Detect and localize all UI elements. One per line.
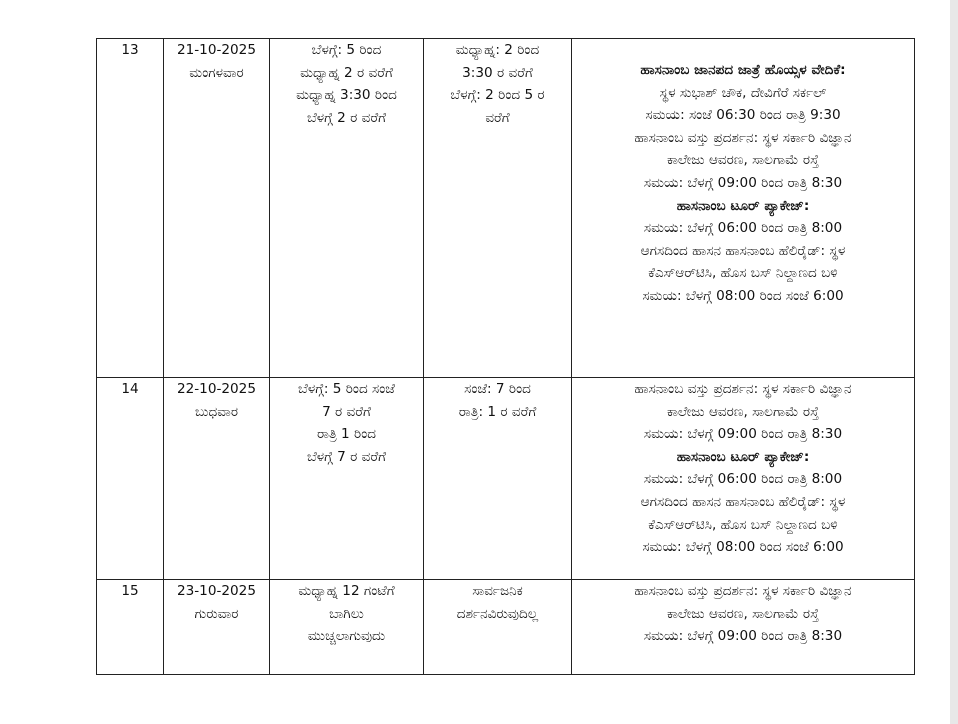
open-time-line: ಬೆಳಗ್ಗೆ: 5 ರಿಂದ bbox=[311, 42, 382, 58]
close-time-line: ಸಂಜೆ: 7 ರಿಂದ bbox=[464, 381, 531, 397]
table-row bbox=[97, 378, 915, 580]
event-line: ಹಾಸನಾಂಬ ಟೂರ್ ಪ್ಯಾಕೇಜ್: bbox=[676, 448, 810, 465]
row-number: 14 bbox=[97, 378, 164, 580]
event-line: ಹಾಸನಾಂಬ ವಸ್ತು ಪ್ರದರ್ಶನ: ಸ್ಥಳ ಸರ್ಕಾರಿ ವಿಜ್ಞಾನ bbox=[634, 129, 852, 146]
events-list bbox=[576, 580, 910, 648]
event-line: ಸಮಯ: ಬೆಳಗ್ಗೆ 09:00 ರಿಂದ ರಾತ್ರಿ 8:30 bbox=[643, 174, 843, 191]
events-list bbox=[576, 378, 910, 559]
event-line: ಕಾಲೇಜು ಆವರಣ, ಸಾಲಗಾಮೆ ರಸ್ತೆ bbox=[666, 403, 819, 420]
event-line: ಸಮಯ: ಬೆಳಗ್ಗೆ 09:00 ರಿಂದ ರಾತ್ರಿ 8:30 bbox=[643, 628, 843, 645]
event-line: ಕೆಎಸ್ಆರ್‌ಟಿಸಿ, ಹೊಸ ಬಸ್ ನಿಲ್ದಾಣದ ಬಳಿ bbox=[648, 516, 838, 533]
schedule-table bbox=[96, 38, 915, 675]
date-cell bbox=[164, 378, 270, 580]
event-line: ಕಾಲೇಜು ಆವರಣ, ಸಾಲಗಾಮೆ ರಸ್ತೆ bbox=[666, 152, 819, 169]
event-line: ಆಗಸದಿಂದ ಹಾಸನ ಹಾಸನಾಂಬ ಹೆಲಿರೈಡ್: ಸ್ಥಳ bbox=[640, 242, 846, 259]
schedule-body bbox=[97, 39, 915, 675]
weekday: ಬುಧವಾರ bbox=[194, 403, 239, 420]
open-time-line: ಬೆಳಗ್ಗೆ 2 ರ ವರೆಗೆ bbox=[306, 109, 387, 126]
open-time-line: ಮಧ್ಯಾಹ್ನ 12 ಗಂಟೆಗೆ bbox=[298, 583, 395, 599]
close-time-line: ರಾತ್ರಿ: 1 ರ ವರೆಗೆ bbox=[458, 403, 537, 420]
close-time-line: ವರೆಗೆ bbox=[485, 109, 510, 126]
open-times-cell bbox=[270, 39, 424, 378]
open-time-line: ಮಧ್ಯಾಹ್ನ 2 ರ ವರೆಗೆ bbox=[300, 64, 393, 81]
event-line: ಹಾಸನಾಂಬ ಜಾನಪದ ಜಾತ್ರೆ ಹೊಯ್ಸಳ ವೇದಿಕೆ: bbox=[640, 62, 846, 78]
date: 23-10-2025 bbox=[176, 583, 256, 599]
close-time-line: ಸಾರ್ವಜನಿಕ bbox=[472, 583, 523, 599]
date: 22-10-2025 bbox=[176, 381, 256, 397]
open-time-line: ಬಾಗಿಲು bbox=[329, 605, 364, 622]
page-edge bbox=[950, 0, 958, 724]
event-line: ಸಮಯ: ಬೆಳಗ್ಗೆ 06:00 ರಿಂದ ರಾತ್ರಿ 8:00 bbox=[643, 220, 843, 237]
close-time-line: 3:30 ರ ವರೆಗೆ bbox=[462, 64, 533, 81]
close-time-line: ಮಧ್ಯಾಹ್ನ: 2 ರಿಂದ bbox=[455, 42, 540, 58]
events-cell bbox=[572, 378, 915, 580]
event-line: ಕಾಲೇಜು ಆವರಣ, ಸಾಲಗಾಮೆ ರಸ್ತೆ bbox=[666, 605, 819, 622]
close-times-cell bbox=[424, 580, 572, 675]
events-cell bbox=[572, 39, 915, 378]
event-line: ಆಗಸದಿಂದ ಹಾಸನ ಹಾಸನಾಂಬ ಹೆಲಿರೈಡ್: ಸ್ಥಳ bbox=[640, 493, 846, 510]
date-cell bbox=[164, 39, 270, 378]
event-line: ಕೆಎಸ್ಆರ್‌ಟಿಸಿ, ಹೊಸ ಬಸ್ ನಿಲ್ದಾಣದ ಬಳಿ bbox=[648, 265, 838, 282]
open-times-cell bbox=[270, 580, 424, 675]
close-times-cell bbox=[424, 39, 572, 378]
open-time-line: 7 ರ ವರೆಗೆ bbox=[322, 403, 371, 420]
event-line: ಸಮಯ: ಬೆಳಗ್ಗೆ 06:00 ರಿಂದ ರಾತ್ರಿ 8:00 bbox=[643, 471, 843, 488]
open-time-line: ಮುಚ್ಚಲಾಗುವುದು bbox=[307, 628, 386, 645]
open-time-line: ಬೆಳಗ್ಗೆ: 5 ರಿಂದ ಸಂಜೆ bbox=[298, 381, 395, 397]
table-row bbox=[97, 580, 915, 675]
open-time-line: ಮಧ್ಯಾಹ್ನ 3:30 ರಿಂದ bbox=[296, 87, 397, 104]
event-line: ಸಮಯ: ಬೆಳಗ್ಗೆ 08:00 ರಿಂದ ಸಂಜೆ 6:00 bbox=[642, 539, 844, 556]
event-line: ಸಮಯ: ಬೆಳಗ್ಗೆ 09:00 ರಿಂದ ರಾತ್ರಿ 8:30 bbox=[643, 426, 843, 443]
weekday: ಗುರುವಾರ bbox=[194, 605, 239, 622]
event-line: ಹಾಸನಾಂಬ ವಸ್ತು ಪ್ರದರ್ಶನ: ಸ್ಥಳ ಸರ್ಕಾರಿ ವಿಜ್ಞಾನ bbox=[634, 381, 852, 397]
events-list bbox=[576, 39, 910, 308]
open-time-line: ರಾತ್ರಿ 1 ರಿಂದ bbox=[316, 426, 377, 443]
event-line: ಸಮಯ: ಸಂಜೆ 06:30 ರಿಂದ ರಾತ್ರಿ 9:30 bbox=[645, 107, 841, 124]
date-cell bbox=[164, 580, 270, 675]
event-line: ಸ್ಥಳ ಸುಭಾಶ್ ಚೌಕ, ದೇವಿಗೆರೆ ಸರ್ಕಲ್ bbox=[659, 84, 827, 101]
open-times-cell bbox=[270, 378, 424, 580]
open-time-line: ಬೆಳಗ್ಗೆ 7 ರ ವರೆಗೆ bbox=[306, 448, 387, 465]
table-row bbox=[97, 39, 915, 378]
events-cell bbox=[572, 580, 915, 675]
row-number: 13 bbox=[97, 39, 164, 378]
weekday: ಮಂಗಳವಾರ bbox=[189, 64, 244, 81]
event-line: ಸಮಯ: ಬೆಳಗ್ಗೆ 08:00 ರಿಂದ ಸಂಜೆ 6:00 bbox=[642, 287, 844, 304]
close-time-line: ಬೆಳಗ್ಗೆ: 2 ರಿಂದ 5 ರ bbox=[450, 87, 545, 104]
event-line: ಹಾಸನಾಂಬ ವಸ್ತು ಪ್ರದರ್ಶನ: ಸ್ಥಳ ಸರ್ಕಾರಿ ವಿಜ್ಞಾನ bbox=[634, 583, 852, 599]
row-number: 15 bbox=[97, 580, 164, 675]
close-times-cell bbox=[424, 378, 572, 580]
event-line: ಹಾಸನಾಂಬ ಟೂರ್ ಪ್ಯಾಕೇಜ್: bbox=[676, 197, 810, 214]
close-time-line: ದರ್ಶನವಿರುವುದಿಲ್ಲ bbox=[456, 605, 539, 622]
date: 21-10-2025 bbox=[176, 42, 256, 58]
